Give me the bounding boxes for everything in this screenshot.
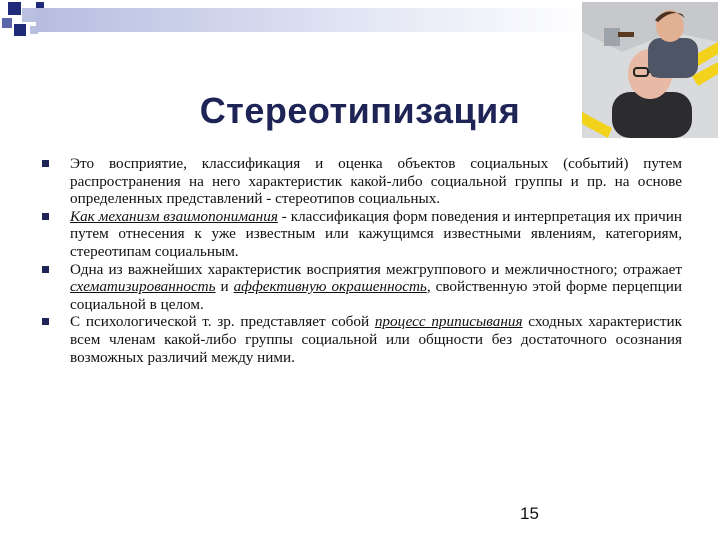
bullet-emphasis: процесс приписывания [374, 313, 523, 331]
bullet-text: и [215, 278, 234, 296]
bullet-emphasis: Как механизм взаимопонимания [70, 207, 278, 225]
bullet-text: С психологической т. зр. представляет собой [70, 313, 375, 331]
bullet-text: Одна из важнейших характеристик восприятия межгруппового и межличностного; отражает [70, 260, 682, 278]
decor-square [14, 24, 26, 36]
bullet-square-icon [42, 213, 49, 220]
slide-title: Стереотипизация [199, 90, 521, 132]
slide-photo [582, 2, 718, 138]
list-item [42, 208, 682, 261]
list-item [42, 261, 682, 314]
bullet-emphasis: аффективную окрашенность [233, 278, 427, 296]
bullet-square-icon [42, 160, 49, 167]
bullet-square-icon [42, 266, 49, 273]
decor-square [22, 8, 36, 22]
bullet-text: сходных характеристик всем членам какой-либо группы социальной или общности без достаточного осознания возможных различий между ними. [70, 313, 683, 366]
bullet-text: , свойственную этой форме перцепции социальной в целом. [70, 278, 682, 313]
decor-square [8, 2, 21, 15]
list-item [42, 313, 682, 366]
bullet-text: - классификация форм поведения и интерпретация их причин путем отнесения к уже известным или кажущимся известными явлениям, категориям, стереотипам социальным. [70, 207, 682, 260]
bullet-emphasis: схематизированность [70, 278, 216, 296]
bullet-square-icon [42, 318, 49, 325]
page-number: 15 [520, 504, 539, 523]
bullet-list [42, 155, 682, 366]
list-item [42, 155, 682, 208]
header-band [36, 8, 594, 32]
bullet-text: Это восприятие, классификация и оценка объектов социальных (событий) путем распространения на него характеристик какой-либо социальной группы и пр. на основе определенных представлений - стереотипов социальных. [70, 155, 682, 208]
decor-square [2, 18, 12, 28]
